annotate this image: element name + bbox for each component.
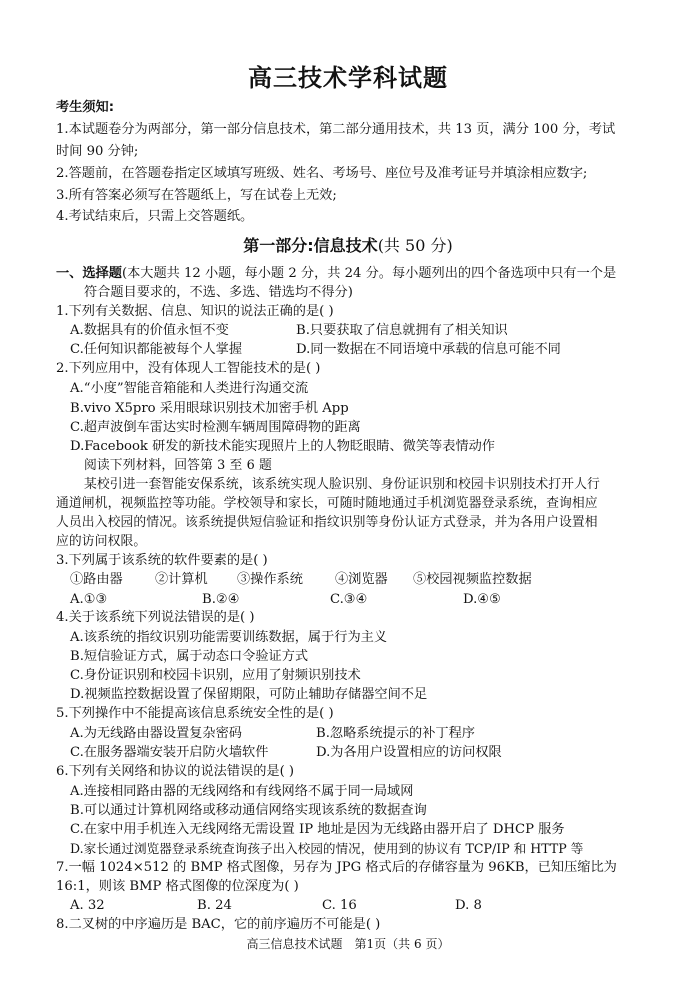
- question-stem: 7.一幅 1024×512 的 BMP 格式图像，另存为 JPG 格式后的存储容量为 96KB，已知压缩比为: [56, 860, 617, 875]
- reading-paragraph: 应的访问权限。: [56, 534, 147, 549]
- reading-paragraph: 通道闸机，视频监控等功能。学校领导和家长，可随时随地通过手机浏览器登录系统，查询相应: [56, 496, 598, 511]
- section-desc: (本大题共 12 小题，每小题 2 分，共 24 分。每小题列出的四个备选项中只有一个是: [121, 266, 617, 281]
- q3-item: ⑤校园视频监控数据: [413, 572, 532, 587]
- option-d: D.④⑤: [463, 592, 501, 607]
- section-heading-line: [56, 264, 616, 284]
- option-b: B.忽略系统提示的补丁程序: [316, 726, 475, 741]
- question-stem: 3.下列属于该系统的软件要素的是( ): [56, 553, 268, 568]
- option-d: D.为各用户设置相应的访问权限: [316, 745, 502, 760]
- q3-item: ①路由器: [70, 572, 123, 587]
- option-d: D.家长通过浏览器登录系统查询孩子出入校园的情况，使用到的协议有 TCP/IP 和 HTTP 等: [70, 841, 584, 856]
- option-c: C.③④: [330, 592, 368, 607]
- page-title: 高三技术学科试题: [248, 64, 448, 92]
- notice-item: 2.答题前，在答题卷指定区域填写班级、姓名、考场号、座位号及准考证号并填涂相应数字;: [56, 166, 588, 181]
- question-stem: 4.关于该系统下列说法错误的是( ): [56, 610, 255, 625]
- option-b: B.只要获取了信息就拥有了相关知识: [296, 323, 508, 338]
- option-c: C.超声波倒车雷达实时检测车辆周围障碍物的距离: [70, 420, 361, 435]
- option-b: B.vivo X5pro 采用眼球识别技术加密手机 App: [70, 401, 349, 416]
- question-stem: 6.下列有关网络和协议的说法错误的是( ): [56, 764, 295, 779]
- option-a: A.该系统的指纹识别功能需要训练数据，属于行为主义: [70, 630, 388, 645]
- notice-heading: 考生须知:: [56, 100, 115, 115]
- option-d: D. 8: [455, 898, 482, 913]
- option-a: A.为无线路由器设置复杂密码: [70, 726, 242, 741]
- notice-item: 时间 90 分钟;: [56, 144, 139, 159]
- part-title-score: (共 50 分): [377, 236, 453, 255]
- question-stem: 8.二叉树的中序遍历是 BAC，它的前序遍历不可能是( ): [56, 917, 381, 932]
- option-c: C.在家中用手机连入无线网络无需设置 IP 地址是因为无线路由器开启了 DHCP 服务: [70, 822, 565, 837]
- reading-paragraph: 某校引进一套智能安保系统，该系统实现人脸识别、身份证识别和校园卡识别技术打开人行: [84, 477, 600, 492]
- option-c: C.在服务器端安装开启防火墙软件: [70, 745, 269, 760]
- option-b: B.短信验证方式，属于动态口令验证方式: [70, 649, 309, 664]
- option-d: D.同一数据在不同语境中承载的信息可能不同: [296, 342, 561, 357]
- notice-item: 3.所有答案必须写在答题纸上，写在试卷上无效;: [56, 188, 337, 203]
- option-d: D.Facebook 研发的新技术能实现照片上的人物眨眼睛、微笑等表情动作: [70, 439, 495, 454]
- option-b: B.②④: [202, 592, 240, 607]
- question-stem: 2.下列应用中，没有体现人工智能技术的是( ): [56, 361, 321, 376]
- part-title: [0, 233, 696, 256]
- question-stem-cont: 16:1，则该 BMP 格式图像的位深度为( ): [56, 879, 299, 894]
- question-stem: 5.下列操作中不能提高该信息系统安全性的是( ): [56, 706, 334, 721]
- question-stem: 1.下列有关数据、信息、知识的说法正确的是( ): [56, 304, 334, 319]
- option-a: A.连接相同路由器的无线网络和有线网络不属于同一局域网: [70, 784, 414, 799]
- option-b: B.可以通过计算机网络或移动通信网络实现该系统的数据查询: [70, 803, 427, 818]
- q3-item: ④浏览器: [335, 572, 388, 587]
- reading-paragraph: 人员出入校园的情况。该系统提供短信验证和指纹识别等身份认证方式登录，并为各用户设置相: [56, 515, 598, 530]
- section-desc-cont: 符合题目要求的，不选、多选、错选均不得分): [84, 285, 353, 300]
- option-d: D.视频监控数据设置了保留期限，可防止辅助存储器空间不足: [70, 687, 428, 702]
- option-a: A.①③: [70, 592, 108, 607]
- option-c: C. 16: [322, 898, 357, 913]
- part-title-text: 第一部分:信息技术: [243, 236, 378, 255]
- notice-item: 1.本试题卷分为两部分，第一部分信息技术，第二部分通用技术，共 13 页，满分 100 分，考试: [56, 122, 616, 137]
- reading-intro: 阅读下列材料，回答第 3 至 6 题: [84, 458, 272, 473]
- section-heading: 一、选择题: [56, 266, 122, 281]
- q3-item: ③操作系统: [237, 572, 303, 587]
- option-a: A.“小度”智能音箱能和人类进行沟通交流: [70, 381, 309, 396]
- option-a: A.数据具有的价值永恒不变: [70, 323, 229, 338]
- option-c: C.身份证识别和校园卡识别，应用了射频识别技术: [70, 668, 361, 683]
- q3-item: ②计算机: [155, 572, 208, 587]
- notice-item: 4.考试结束后，只需上交答题纸。: [56, 209, 254, 224]
- option-b: B. 24: [197, 898, 232, 913]
- page-footer: 高三信息技术试题 第1页（共 6 页）: [246, 937, 450, 951]
- option-c: C.任何知识都能被每个人掌握: [70, 342, 243, 357]
- option-a: A. 32: [70, 898, 105, 913]
